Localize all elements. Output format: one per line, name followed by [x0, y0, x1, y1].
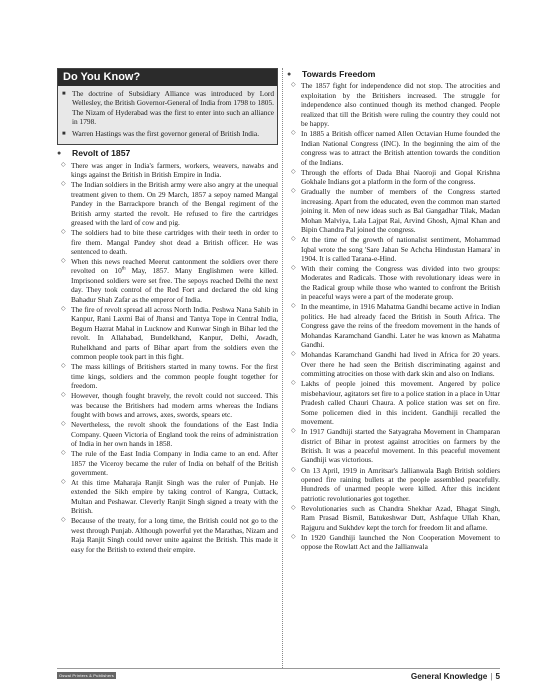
list-item	[287, 302, 500, 349]
bullet-circle-icon: ●	[287, 71, 292, 78]
item-text: In 1885 a British officer named Allen Octavian Hume founded the Indian National Congress (INC). In the beginning the aim of the congress was to attract the British attention towards the condition of the Indians.	[301, 129, 500, 167]
item-text: Lakhs of people joined this movement. Angered by police misbehaviour, agitators set fire to a police station in a place in Uttar Pradesh called Chauri Chaura. A police station was set on fire. Some policemen died in this incident. Gandhiji recalled the movement.	[301, 379, 500, 427]
bullet-diamond-icon: ◇	[291, 504, 296, 511]
item-text: In 1920 Gandhiji launched the Non Cooperation Movement to oppose the Rowlatt Act and the Jallianwala	[301, 532, 500, 552]
list-item	[287, 168, 500, 187]
item-text: Warren Hastings was the first governor general of British India.	[72, 128, 260, 138]
item-text: However, though fought bravely, the revolt could not succeed. This was because the Britishers had modern arms whereas the Indians fought with bows and arrows, axes, swords, spears etc.	[71, 391, 278, 420]
bullet-diamond-icon: ◇	[61, 181, 66, 188]
item-text: At the time of the growth of nationalist sentiment, Mohammad Iqbal wrote the song 'Sare Jahan Se Achcha Hindustan Hamara' in 1904. It is called Tarana-e-Hind.	[301, 235, 500, 263]
list-item	[57, 391, 278, 419]
list-item	[287, 129, 500, 167]
bullet-diamond-icon: ◇	[61, 392, 66, 399]
bullet-diamond-icon: ◇	[61, 229, 66, 236]
bullet-diamond-icon: ◇	[291, 428, 296, 435]
item-text: Nevertheless, the revolt shook the foundations of the East India Company. Queen Victoria of England took the reins of administration of India in her own hands in 1858.	[71, 420, 278, 449]
bullet-diamond-icon: ◇	[61, 517, 66, 524]
item-text: The 1857 fight for independence did not stop. The atrocities and exploitation by the Britishers increased. The struggle for independence also continued though its method changed. People realized that till the British were ruling the country they could not be happy.	[301, 81, 500, 129]
freedom-list	[287, 81, 500, 551]
list-item	[287, 504, 500, 532]
list-item	[57, 257, 278, 304]
list-item	[287, 533, 500, 552]
left-column	[57, 68, 278, 555]
revolt-list	[57, 161, 278, 555]
bullet-diamond-icon: ◇	[291, 236, 296, 243]
running-title: General Knowledge	[410, 672, 488, 681]
list-item	[57, 161, 278, 180]
item-text: On 13 April, 1919 in Amritsar's Jallianwala Bagh British soldiers opened fire raining bullets at the people assembled peacefully. Hundreds of unarmed people were killed. After this incident patriotic revolutionaries got together.	[301, 465, 500, 503]
bullet-diamond-icon: ◇	[61, 421, 66, 428]
item-text: The Indian soldiers in the British army were also angry at the unequal treatment given to them. On 29 March, 1857 a sepoy named Mangal Pandey in the Barrackpore branch of the Bengal regiment of the British army started the revolt. He refused to fire the cartridges greased with the lard of cow and pig.	[71, 180, 278, 228]
list-item	[287, 350, 500, 378]
item-text: Because of the treaty, for a long time, the British could not go to the west through Punjab. Although powerful yet the Marathas, Nizam and Raja Ranjit Singh could never unite against the British. This made it easy for the British to extend their empire.	[71, 516, 278, 554]
list-item	[57, 449, 278, 477]
list-item	[287, 427, 500, 465]
list-item	[287, 379, 500, 426]
footer-separator: |	[490, 672, 493, 681]
item-text: Through the efforts of Dada Bhai Naoroji and Gopal Krishna Gokhale Indians got a platform in the form of the congress.	[301, 167, 500, 187]
bullet-diamond-icon: ◇	[61, 479, 66, 486]
bullet-diamond-icon: ◇	[61, 450, 66, 457]
item-text: Mohandas Karamchand Gandhi had lived in Africa for 20 years. Over there he had seen the British discriminating against and committing atrocities on those with dark skin and also on Indians.	[301, 350, 500, 379]
item-text: The doctrine of Subsidiary Alliance was introduced by Lord Wellesley, the British Governor-General of India from 1798 to 1805. The Nizam of Hyderabad was the first to enter into such an alliance in 1798.	[72, 89, 274, 127]
list-item	[57, 362, 278, 390]
bullet-diamond-icon: ◇	[291, 303, 296, 310]
list-item	[57, 228, 278, 256]
page-footer	[0, 667, 554, 687]
item-text: There was anger in India's farmers, workers, weavers, nawabs and kings against the British in British Empire in India.	[71, 160, 278, 180]
item-text: Gradually the number of members of the Congress started increasing. Apart from the educated, even the common man started joining it. Men of new ideas such as Bal Gangadhar Tilak, Madan Mohan Malviya, Lala Lajpat Rai, Arvind Ghosh, Ajmal Khan and Bipin Chandra Pal joined the congress.	[301, 187, 500, 235]
bullet-square-icon: ■	[62, 91, 66, 97]
item-text: When this news reached Meerut cantonment the soldiers over there revolted on 10th May, 1857. Many Englishmen were killed. Imprisoned soldiers were set free. The sepoys reached Delhi the next day. They took control of the Red Fort and declared the old king Bahadur Shah Zafar as the emperor of India.	[71, 257, 279, 304]
bullet-diamond-icon: ◇	[61, 363, 66, 370]
item-text: The soldiers had to bite these cartridges with their teeth in order to fire them. Mangal Pandey shot dead a British officer. He was sentenced to death.	[71, 228, 278, 256]
bullet-diamond-icon: ◇	[61, 161, 66, 168]
list-item	[57, 180, 278, 227]
list-item	[57, 420, 278, 448]
section-revolt-1857	[57, 149, 278, 158]
list-item	[57, 305, 278, 362]
bullet-circle-icon: ●	[57, 150, 62, 158]
bullet-diamond-icon: ◇	[61, 258, 66, 265]
running-footer	[411, 672, 500, 681]
bullet-diamond-icon: ◇	[291, 466, 296, 473]
page-number: 5	[495, 672, 500, 681]
bullet-diamond-icon: ◇	[291, 188, 296, 195]
bullet-diamond-icon: ◇	[291, 82, 296, 89]
bullet-diamond-icon: ◇	[291, 380, 296, 387]
item-text: The fire of revolt spread all across North India. Peshwa Nana Sahib in Kanpur, Rani Laxmi Bai of Jhansi and Tantya Tope in Central India, Begum Hazrat Mahal in Lucknow and Kunwar Singh in Bihar led the revolt. In Allahabad, Bundelkhand, Kanpur, Delhi, Awadh, Ruhelkhand and parts of Bihar apart from the soldiers even the common people took part in this fight.	[71, 304, 278, 362]
right-column	[287, 68, 500, 552]
section-heading: Revolt of 1857	[72, 148, 131, 159]
bullet-diamond-icon: ◇	[291, 351, 296, 358]
section-heading: Towards Freedom	[302, 69, 376, 79]
publisher-logo: Oswal Printers & Publishers	[59, 673, 114, 678]
item-text: Revolutionaries such as Chandra Shekhar Azad, Bhagat Singh, Ram Prasad Bismil, Batukeshwar Dutt, Ashfaque Ullah Khan, Rajguru and Sukhdev kept the torch for freedom lit and aflame.	[301, 503, 500, 532]
item-text: The mass killings of Britishers started in many towns. For the first time kings, soldiers and the common people fought together for freedom.	[71, 362, 278, 391]
box-body	[58, 86, 277, 144]
item-text: In the meantime, in 1916 Mahatma Gandhi became active in Indian politics. He had already faced the British in South Africa. The Congress gave the reins of the freedom movement in the hands of Mohandas Karamchand Gandhi. Later he was known as Mahatma Gandhi.	[301, 302, 500, 350]
list-item	[287, 81, 500, 128]
list-item	[287, 466, 500, 504]
list-item	[287, 264, 500, 302]
bullet-square-icon: ■	[62, 130, 66, 137]
bullet-diamond-icon: ◇	[61, 305, 66, 312]
box-title: Do You Know?	[58, 69, 277, 86]
bullet-diamond-icon: ◇	[291, 168, 296, 175]
item-text: In 1917 Gandhiji started the Satyagraha Movement in Champaran district of Bihar in protest against atrocities on farmers by the British. It was a peaceful movement. In this peaceful movement Gandhiji was victorious.	[301, 427, 500, 465]
bullet-diamond-icon: ◇	[291, 533, 296, 540]
item-text: The rule of the East India Company in India came to an end. After 1857 the Viceroy became the ruler of India on behalf of the British government.	[71, 449, 278, 477]
item-text: With their coming the Congress was divided into two groups: Moderates and Radicals. Those with revolutionary ideas were in the Radical group while those who wanted to confront the British in peaceful ways were a part of the moderate group.	[301, 264, 500, 302]
fact-item	[62, 129, 274, 139]
list-item	[287, 187, 500, 234]
bullet-diamond-icon: ◇	[291, 265, 296, 272]
section-towards-freedom	[287, 70, 500, 79]
footer-rule	[57, 668, 500, 669]
fact-item	[62, 89, 274, 127]
list-item	[57, 478, 278, 516]
do-you-know-box	[57, 68, 278, 145]
item-text: At this time Maharaja Ranjit Singh was the ruler of Punjab. He extended the Sikh empire by taking control of Kangra, Cuttack, Multan and Peshawar. Cleverly Ranjit Singh signed a treaty with the British.	[71, 478, 278, 516]
list-item	[287, 235, 500, 263]
column-divider	[282, 68, 283, 668]
list-item	[57, 516, 278, 554]
bullet-diamond-icon: ◇	[291, 130, 296, 137]
